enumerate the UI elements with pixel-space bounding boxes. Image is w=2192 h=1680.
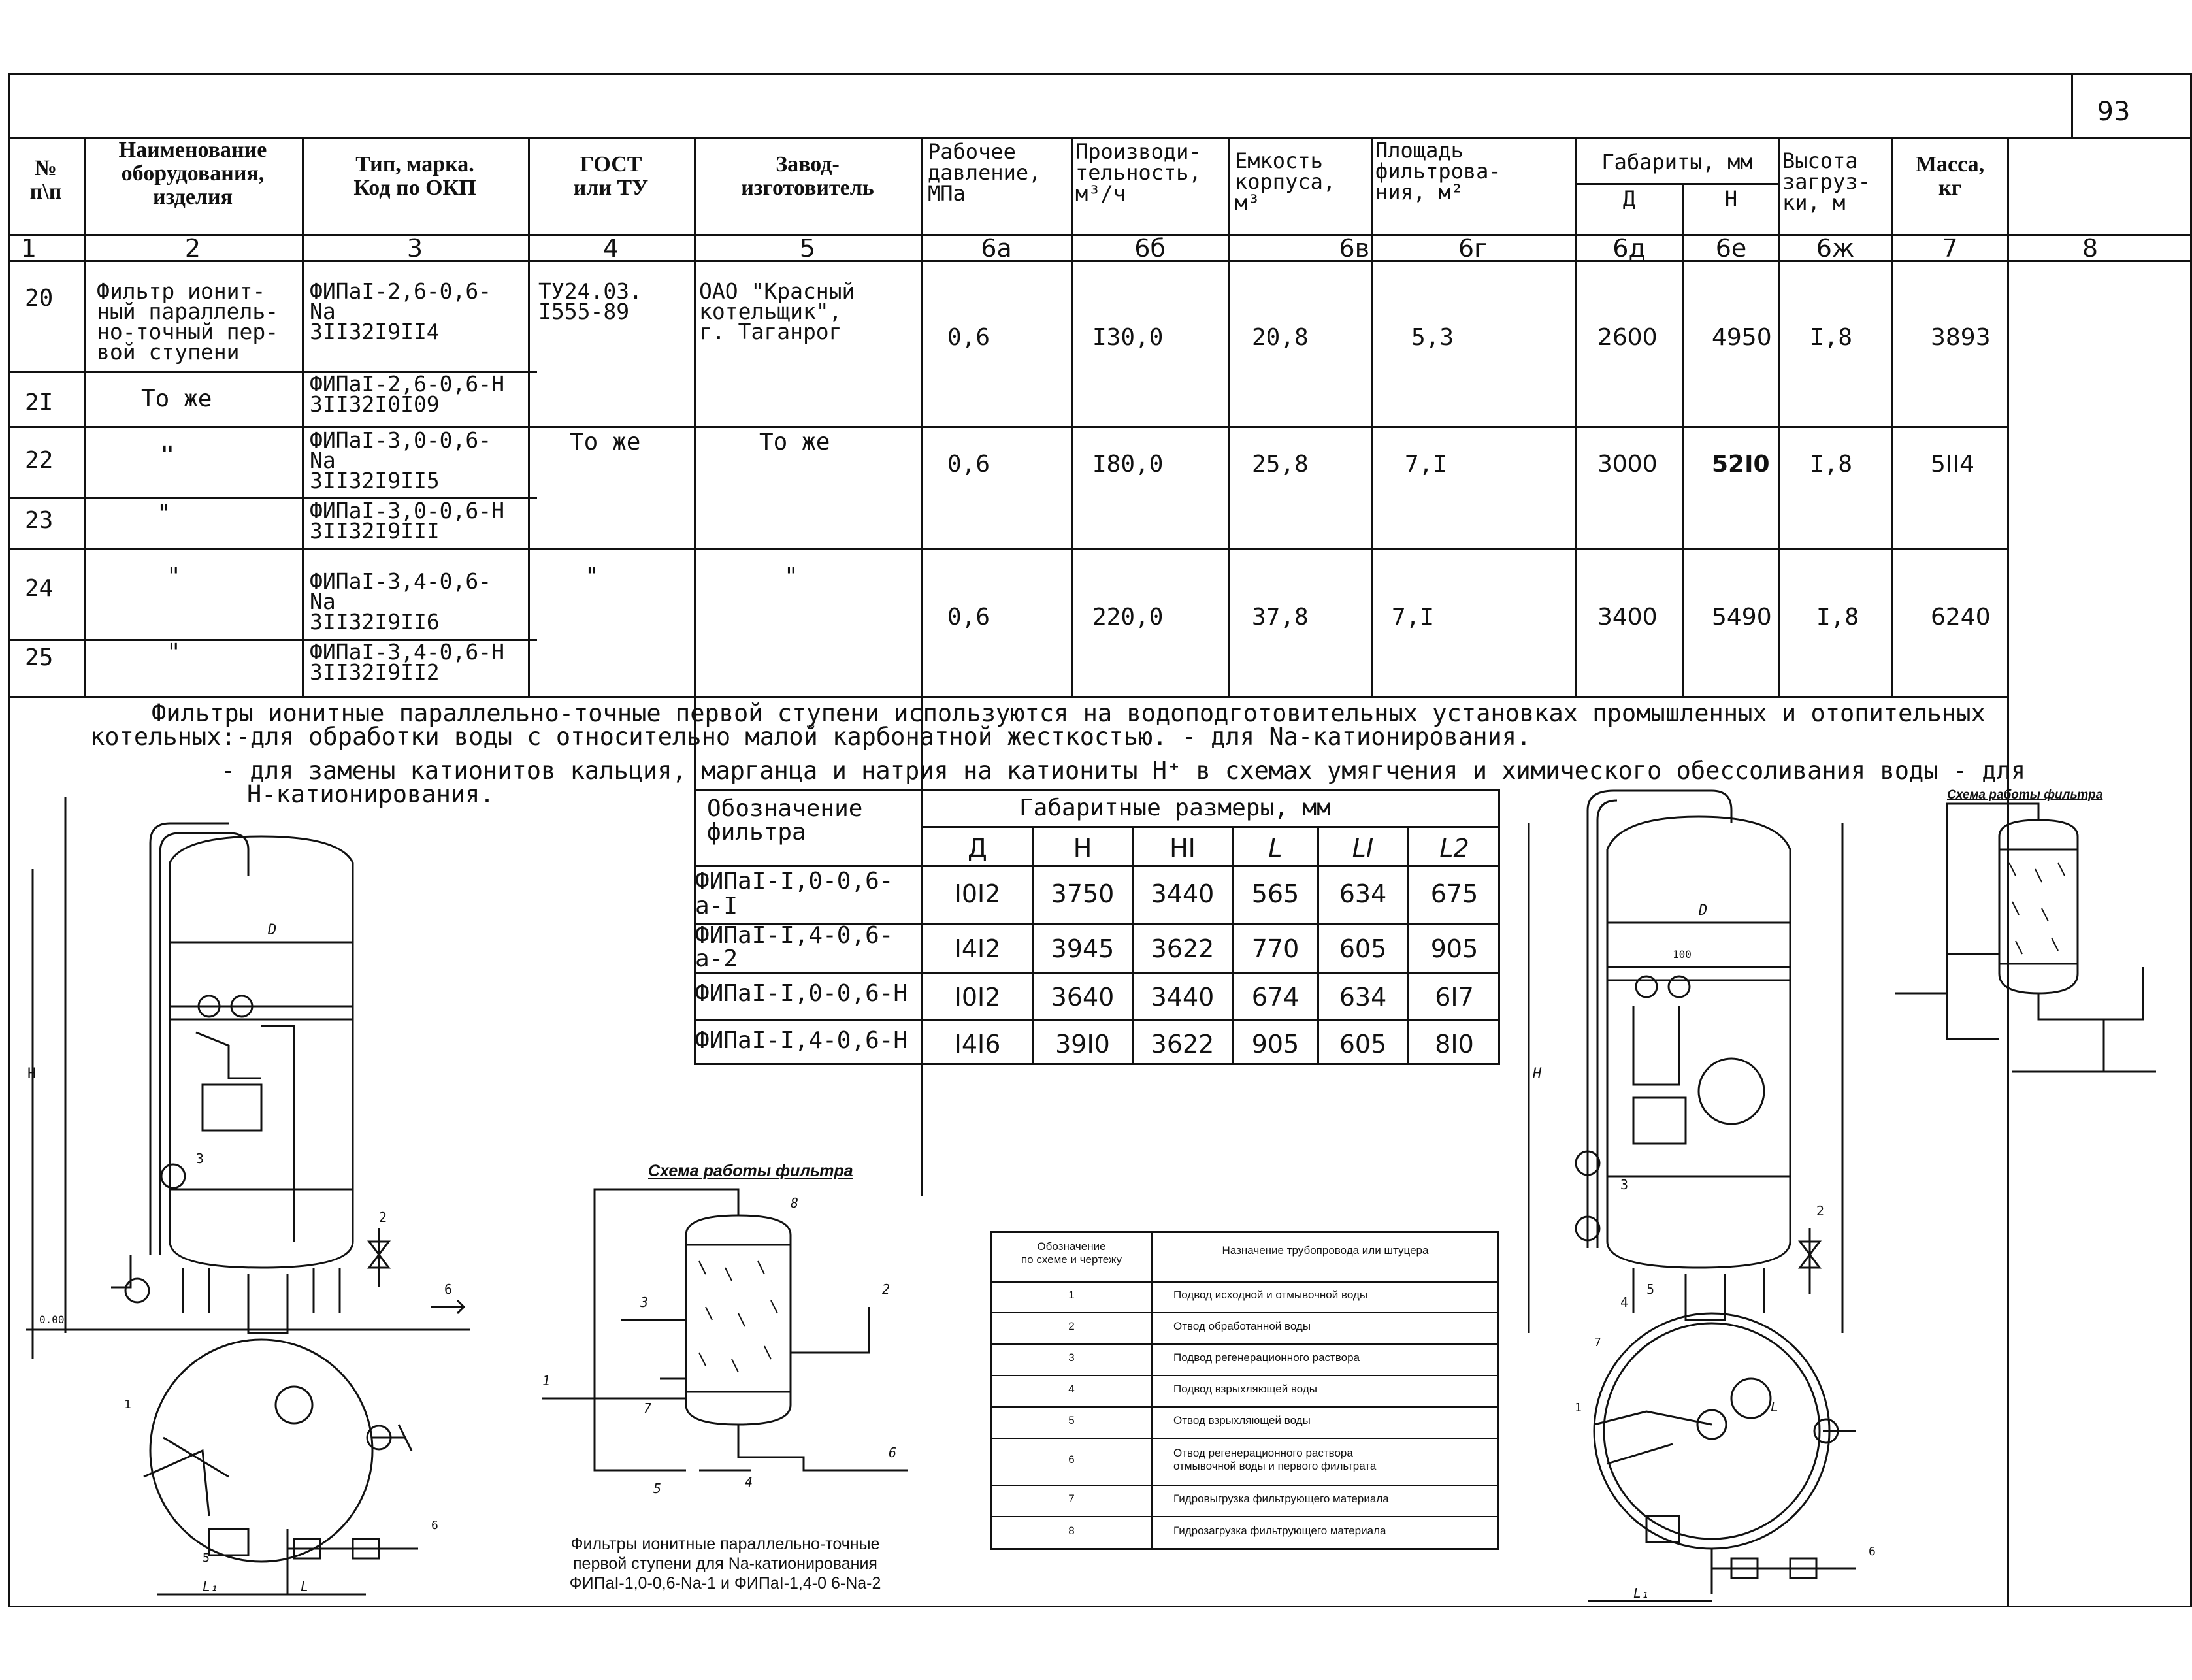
label-2: 2: [882, 1281, 891, 1297]
row-24-d: 3400: [1597, 604, 1658, 631]
dims-cell: 3640: [1051, 983, 1115, 1012]
row-20-volume: 20,8: [1252, 324, 1309, 351]
dims-cell: 3440: [1151, 983, 1215, 1012]
header-mass: Масса, кг: [1915, 152, 1985, 200]
header-load-height: Высота загруз- ки, м: [1782, 148, 1871, 215]
row-23-name: ": [157, 501, 171, 527]
legend-code: 6: [1068, 1453, 1075, 1466]
row-line: [8, 426, 2007, 428]
dims-row-1-name: ФИПаI-I,0-0,6- а-I: [695, 868, 894, 919]
dims-cell: 605: [1339, 1030, 1387, 1059]
dims-cell: 39I0: [1055, 1030, 1110, 1059]
row-line: [8, 548, 2007, 550]
row-20-load: I,8: [1810, 324, 1853, 351]
dims-cell: 6I7: [1435, 983, 1474, 1012]
colnum: 6в: [1339, 234, 1369, 263]
dims-row-4-name: ФИПаI-I,4-0,6-Н: [695, 1027, 908, 1054]
col-line: [1575, 137, 1577, 696]
row-20-type: ФИПаI-2,6-0,6- Na 3II32I9II4: [310, 278, 492, 344]
row-24-pressure: 0,6: [947, 604, 990, 631]
row-24-name: ": [167, 563, 181, 590]
label-6: 6: [444, 1281, 453, 1297]
header-name: Наименование оборудования, изделия: [118, 138, 267, 209]
legend-header-code: Обозначение по схеме и чертежу: [1021, 1240, 1122, 1266]
legend-row-line: [990, 1406, 1499, 1408]
dims-row-3-name: ФИПаI-I,0-0,6-Н: [695, 980, 908, 1007]
colnum: 6б: [1134, 234, 1166, 263]
filter-scheme-right: [1882, 797, 2169, 1111]
legend-desc: Отвод взрыхляющей воды: [1173, 1414, 1311, 1426]
row-24-maker: ": [784, 563, 798, 590]
header-pressure: Рабочее давление, МПа: [928, 139, 1041, 206]
legend-row-line: [990, 1375, 1499, 1376]
row-20-area: 5,3: [1411, 324, 1454, 351]
colnum: 3: [406, 234, 423, 263]
dims-cell: I4I6: [954, 1030, 1001, 1059]
dims-line: [694, 865, 1500, 867]
legend-code: 7: [1068, 1492, 1075, 1505]
dims-line: [694, 972, 1500, 974]
label-100: 100: [1673, 948, 1692, 961]
row-24-num: 24: [25, 575, 54, 602]
dims-cell: I0I2: [954, 880, 1001, 908]
row-22-area: 7,I: [1405, 451, 1448, 478]
dims-col-l2: L2: [1439, 834, 1469, 863]
label-3: 3: [1620, 1177, 1629, 1193]
page-number: 93: [2097, 97, 2131, 127]
row-24-area: 7,I: [1392, 604, 1435, 631]
description-line-2: котельных:-для обработки воды с относительно малой карбонатной жесткостью. - для Na-катионирования.: [90, 723, 1531, 751]
legend-code: 2: [1068, 1320, 1075, 1332]
row-25-name: ": [167, 639, 181, 666]
dims-cell: 634: [1339, 880, 1387, 908]
row-25-num: 25: [25, 644, 54, 671]
col-line: [1778, 137, 1780, 696]
label-l1: L₁: [203, 1579, 219, 1594]
label-3: 3: [640, 1294, 649, 1310]
colnum: 8: [2082, 234, 2099, 263]
dims-cell: 3622: [1151, 1030, 1215, 1059]
header-area: Площадь фильтрова- ния, м²: [1375, 138, 1501, 205]
dims-cell: 3440: [1151, 880, 1215, 908]
label-5: 5: [653, 1481, 662, 1496]
label-5: 5: [203, 1551, 210, 1565]
colnum: 6г: [1458, 234, 1488, 263]
row-22-name: ": [160, 442, 174, 469]
row-22-volume: 25,8: [1252, 451, 1309, 478]
label-6: 6: [889, 1445, 897, 1460]
colnum: 6ж: [1816, 234, 1855, 263]
legend-code: 4: [1068, 1383, 1075, 1395]
label-d: D: [1699, 902, 1708, 919]
row-21-type: ФИПаI-2,6-0,6-Н 3II32I0I09: [310, 371, 505, 417]
colnum: 4: [602, 234, 619, 263]
dims-col-l1: LI: [1352, 834, 1374, 863]
row-24-h: 5490: [1712, 604, 1772, 631]
label-h: H: [1533, 1066, 1542, 1082]
label-5: 5: [1646, 1281, 1655, 1297]
col-line: [302, 137, 304, 696]
row-20-capacity: I30,0: [1092, 324, 1164, 351]
scheme-title-right: Схема работы фильтра: [1947, 788, 2103, 802]
dims-header-name: Обозначение фильтра: [707, 795, 863, 846]
row-21-name: То же: [141, 386, 212, 412]
dims-cell: 3750: [1051, 880, 1115, 908]
row-22-type: ФИПаI-3,0-0,6- Na 3II32I9II5: [310, 427, 492, 493]
row-24-type: ФИПаI-3,4-0,6- Na 3II32I9II6: [310, 568, 492, 634]
header-type: Тип, марка. Код по ОКП: [353, 152, 476, 200]
legend-col: [1151, 1231, 1153, 1550]
row-25-type: ФИПаI-3,4-0,6-Н 3II32I9II2: [310, 639, 505, 685]
legend-row-line: [990, 1312, 1499, 1313]
col-line: [1891, 137, 1893, 696]
dims-col-h: Н: [1073, 834, 1092, 863]
dims-header-group: Габаритные размеры, мм: [1019, 795, 1331, 821]
label-8: 8: [791, 1195, 799, 1211]
label-2: 2: [1816, 1203, 1825, 1219]
dims-cell: 905: [1430, 934, 1479, 963]
legend-row-line: [990, 1343, 1499, 1345]
dims-row-2-name: ФИПаI-I,4-0,6- а-2: [695, 922, 894, 972]
row-22-d: 3000: [1597, 451, 1658, 478]
header-gabarit: Габариты, мм: [1601, 150, 1753, 174]
row-24-mass: 6240: [1931, 604, 1991, 631]
filter-drawing-left: [13, 771, 470, 1621]
legend-desc: Отвод регенерационного раствора отмывочной воды и первого фильтрата: [1173, 1447, 1377, 1472]
dims-cell: 3622: [1151, 934, 1215, 963]
dims-cell: I0I2: [954, 983, 1001, 1012]
figure-caption: Фильтры ионитные параллельно-точные первой ступени для Na-катионирования ФИПаI-1,0-0,6-Na-1 и ФИПаI-1,4-0 6-Na-2: [569, 1535, 881, 1592]
filter-scheme-center: [503, 1183, 941, 1516]
label-1: 1: [124, 1398, 131, 1411]
label-7: 7: [1594, 1336, 1601, 1349]
gabarit-subline: [1575, 183, 1778, 185]
dims-cell: 8I0: [1435, 1030, 1474, 1059]
col-line: [1071, 137, 1073, 696]
row-22-maker: То же: [759, 429, 830, 455]
header-gost: ГОСТ или ТУ: [573, 152, 649, 200]
header-volume: Емкость корпуса, м³: [1235, 148, 1336, 215]
dims-cell: 3945: [1051, 934, 1115, 963]
col-line: [528, 137, 530, 696]
header-h: Н: [1724, 186, 1738, 211]
legend-row-line: [990, 1438, 1499, 1439]
row-line: [8, 696, 2007, 698]
legend-row-line: [990, 1516, 1499, 1517]
col-line: [84, 137, 86, 696]
legend-desc: Подвод взрыхляющей воды: [1173, 1383, 1317, 1395]
label-6b: 6: [431, 1519, 438, 1532]
label-l1: L₁: [1633, 1585, 1650, 1601]
legend-desc: Гидрозагрузка фильтрующего материала: [1173, 1524, 1386, 1537]
legend-line: [990, 1281, 1499, 1283]
row-20-mass: 3893: [1931, 324, 1991, 351]
row-20-maker: ОАО "Красный котельщик", г. Таганрог: [699, 278, 855, 344]
row-22-capacity: I80,0: [1092, 451, 1164, 478]
legend-desc: Подвод исходной и отмывочной воды: [1173, 1289, 1368, 1301]
dims-line: [921, 826, 1500, 828]
col-line: [1228, 137, 1230, 696]
dims-cell: 634: [1339, 983, 1387, 1012]
colnum: 2: [184, 234, 201, 263]
dims-cell: 565: [1251, 880, 1300, 908]
dims-cell: 770: [1251, 934, 1300, 963]
row-24-volume: 37,8: [1252, 604, 1309, 631]
legend-desc: Гидровыгрузка фильтрующего материала: [1173, 1492, 1389, 1505]
row-22-gost: То же: [570, 429, 641, 455]
label-1: 1: [1575, 1401, 1582, 1415]
label-1: 1: [542, 1373, 551, 1389]
row-20-pressure: 0,6: [947, 324, 990, 351]
row-22-load: I,8: [1810, 451, 1853, 478]
row-23-type: ФИПаI-3,0-0,6-Н 3II32I9III: [310, 498, 505, 544]
row-20-num: 20: [25, 285, 54, 312]
page-number-divider: [2071, 73, 2073, 139]
colnum: 6е: [1715, 234, 1747, 263]
row-24-capacity: 220,0: [1092, 604, 1164, 631]
label-4: 4: [1620, 1294, 1629, 1310]
dims-cell: 605: [1339, 934, 1387, 963]
header-capacity: Производи- тельность, м³/ч: [1075, 139, 1202, 206]
colnum: 6а: [981, 234, 1012, 263]
col-line: [1371, 137, 1373, 696]
row-20-name: Фильтр ионит- ный параллель- но-точный пер- вой ступени: [97, 278, 279, 365]
svg-text:D: D: [268, 922, 277, 938]
header-d: Д: [1622, 186, 1636, 211]
colnum: 1: [20, 234, 37, 263]
header-maker: Завод- изготовитель: [741, 152, 874, 200]
row-21-num: 2I: [25, 389, 54, 416]
legend-code: 1: [1068, 1289, 1075, 1301]
colnum: 6д: [1612, 234, 1646, 263]
legend-code: 5: [1068, 1414, 1075, 1426]
label-l: L: [301, 1579, 309, 1594]
dims-cell: 674: [1251, 983, 1300, 1012]
description-line-1: Фильтры ионитные параллельно-точные первой ступени используются на водоподготовительных установках промышленных и отопительных: [152, 699, 1986, 727]
legend-code: 3: [1068, 1351, 1075, 1364]
label-7: 7: [644, 1400, 652, 1416]
row-22-h: 52I0: [1712, 451, 1770, 478]
legend-row-line: [990, 1485, 1499, 1486]
row-20-gost: ТУ24.03. I555-89: [538, 278, 642, 324]
dims-cell: 675: [1430, 880, 1479, 908]
row-24-load: I,8: [1816, 604, 1859, 631]
row-20-h: 4950: [1712, 324, 1772, 351]
colnum: 7: [1942, 234, 1958, 263]
label-h: H: [27, 1066, 37, 1082]
header-num: № п\п: [29, 156, 62, 204]
dims-cell: 905: [1251, 1030, 1300, 1059]
label-2: 2: [379, 1210, 387, 1225]
label-4: 4: [745, 1474, 753, 1490]
legend-desc: Отвод обработанной воды: [1173, 1320, 1311, 1332]
dims-col-h1: НI: [1170, 834, 1196, 863]
colnum: 5: [799, 234, 816, 263]
legend-header-desc: Назначение трубопровода или штуцера: [1222, 1244, 1429, 1257]
row-22-num: 22: [25, 447, 54, 474]
row-24-gost: ": [585, 563, 599, 590]
row-22-pressure: 0,6: [947, 451, 990, 478]
row-23-num: 23: [25, 507, 54, 534]
row-22-mass: 5II4: [1931, 451, 1975, 478]
scheme-title-center: Схема работы фильтра: [648, 1162, 853, 1180]
dims-line: [694, 1019, 1500, 1021]
label-3: 3: [196, 1151, 204, 1166]
legend-code: 8: [1068, 1524, 1075, 1537]
row-20-d: 2600: [1597, 324, 1658, 351]
label-6: 6: [1869, 1545, 1876, 1558]
label-zero: 0.00: [39, 1313, 65, 1326]
dims-col-d: Д: [968, 834, 987, 863]
dims-col-l: L: [1268, 834, 1283, 863]
label-l: L: [1771, 1399, 1779, 1415]
legend-desc: Подвод регенерационного раствора: [1173, 1351, 1360, 1364]
dims-cell: I4I2: [954, 934, 1001, 963]
description-line-4: Н-катионирования.: [247, 780, 495, 808]
description-line-3: - для замены катионитов кальция, марганца и натрия на катиониты Н⁺ в схемах умягчения и химического обессоливания воды - для: [221, 757, 2026, 785]
